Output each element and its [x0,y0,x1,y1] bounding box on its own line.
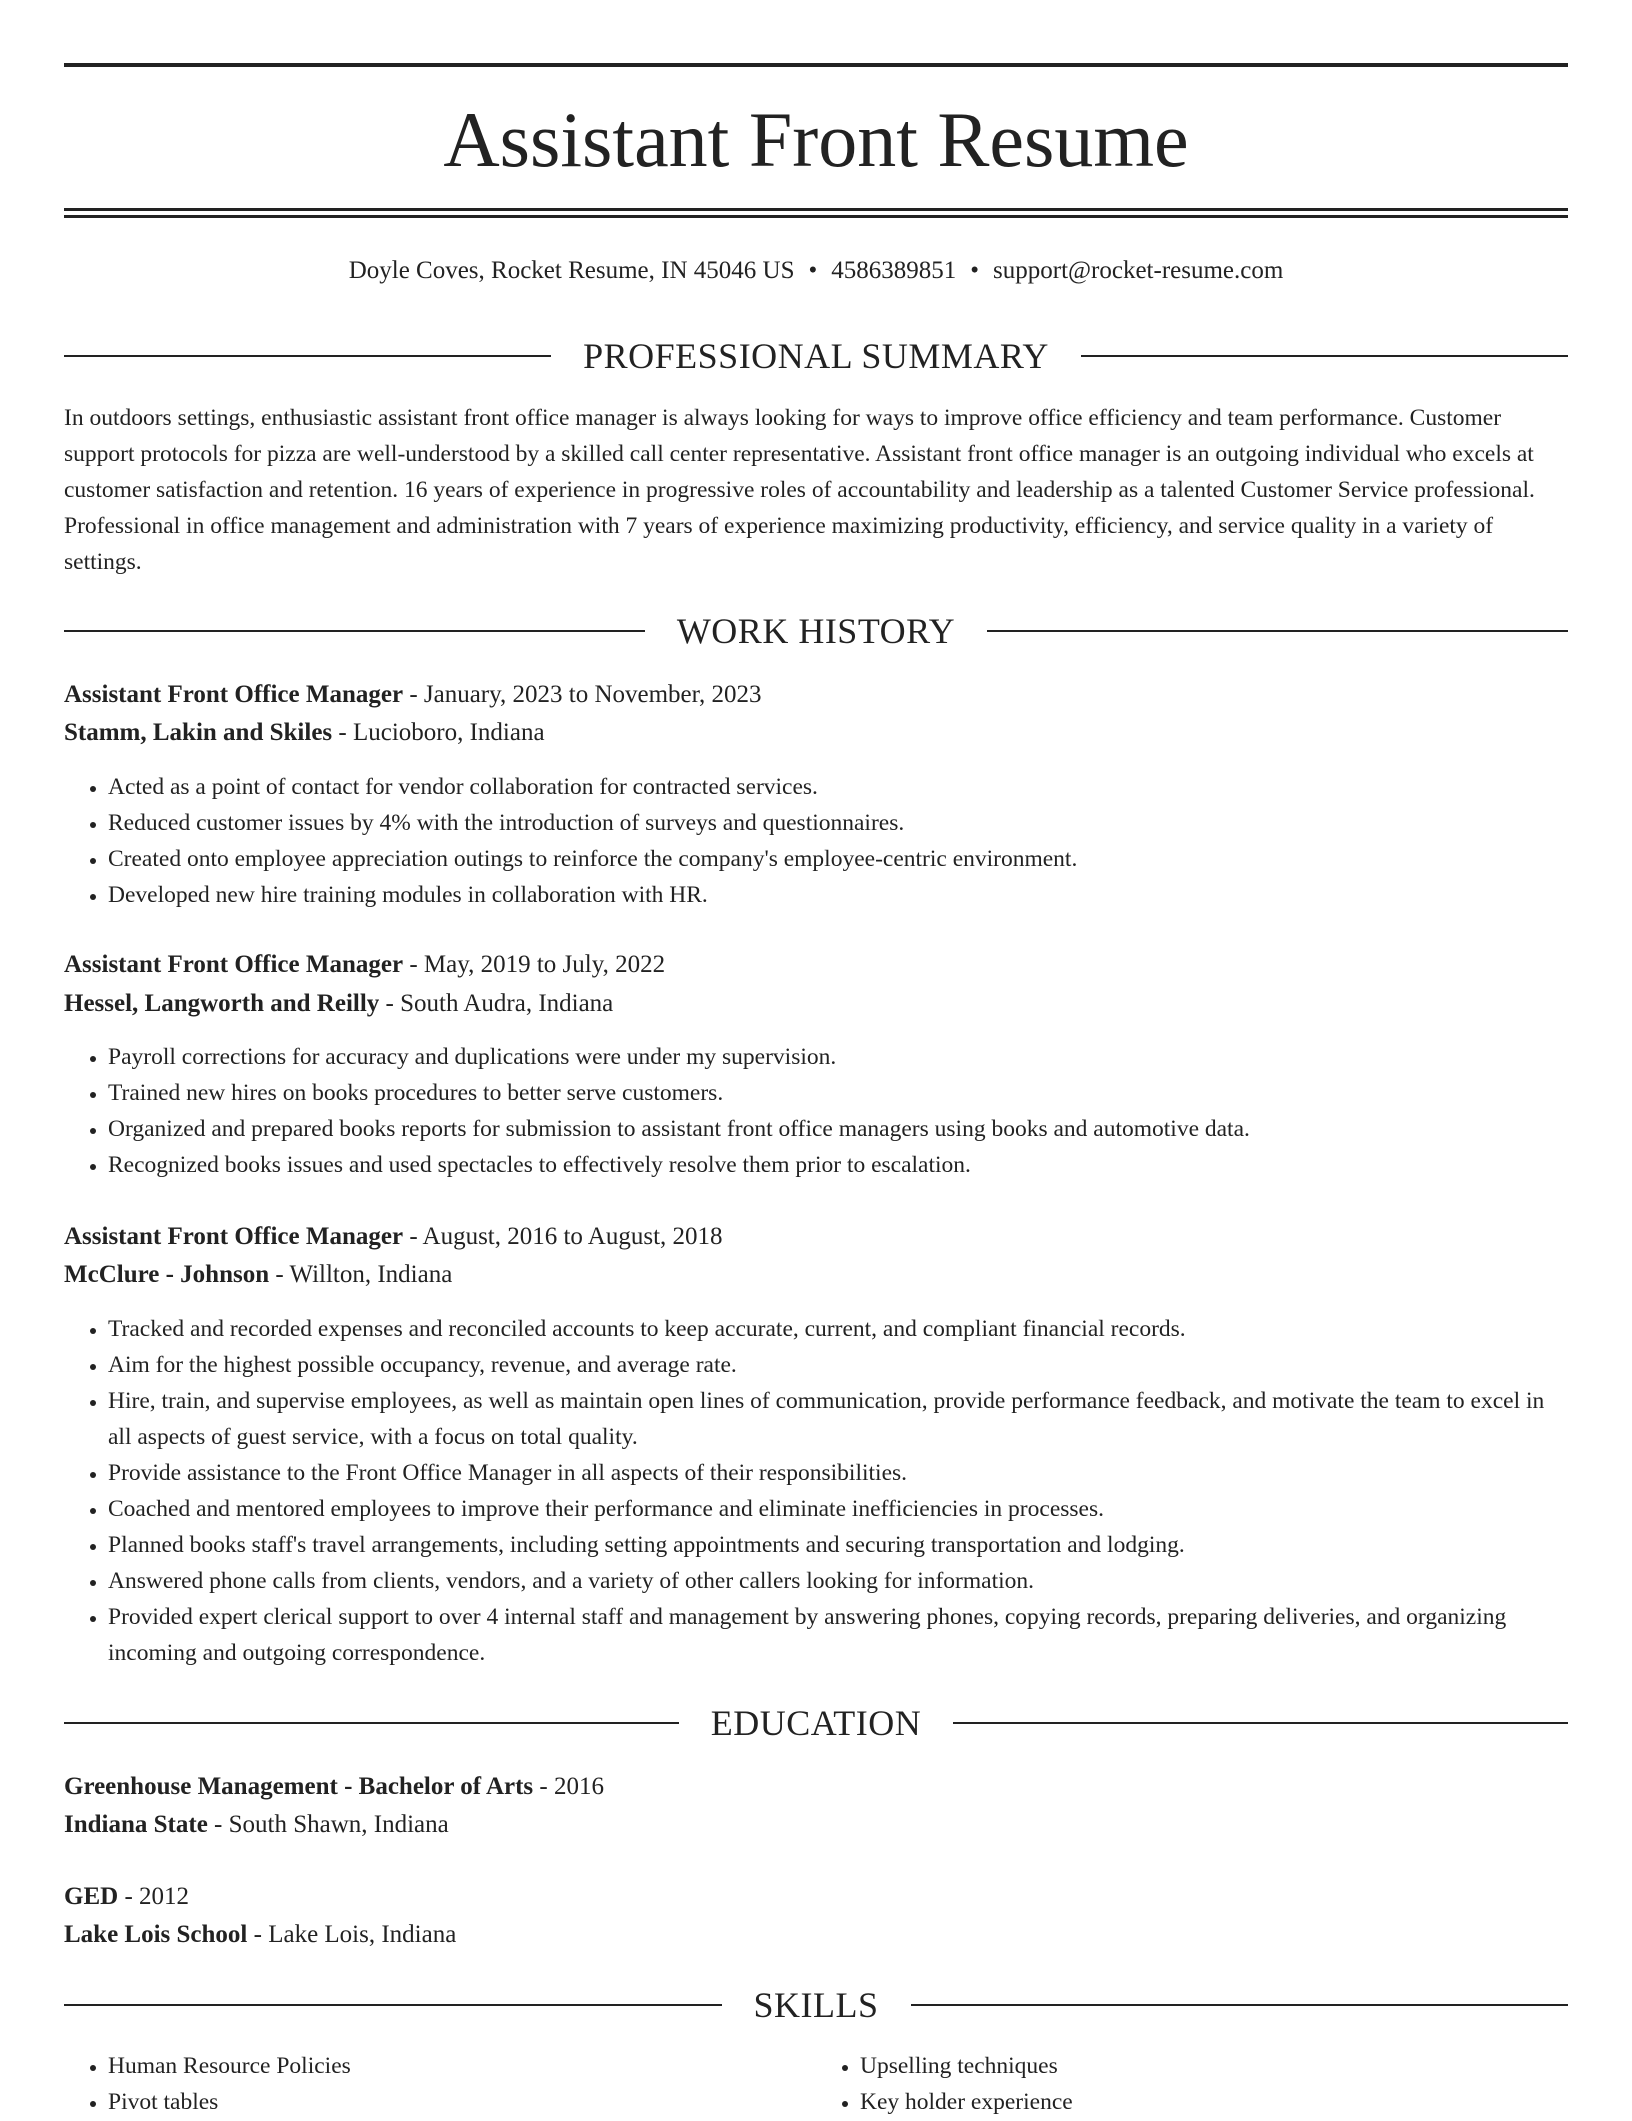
contact-separator: • [970,257,980,284]
job-company: Hessel, Langworth and Reilly [64,990,380,1017]
list-item: • Trained new hires on books procedures to better serve customers. [108,1075,1568,1111]
job-bullets [64,1311,1568,1671]
education-school-line [64,1808,1568,1842]
section-title: WORK HISTORY [676,611,956,651]
job-title-line [64,678,1568,712]
job-bullets [64,769,1568,913]
education-degree-line [64,1770,1568,1804]
heading-rule [1081,355,1568,357]
education-location: - Lake Lois, Indiana [247,1921,457,1948]
skills-left-list [64,2048,816,2120]
section-heading-skills [64,1983,1568,2027]
list-item: • Planned books staff's travel arrangements, including setting appointments and securing transportation and lodging. [108,1527,1568,1563]
list-item: • Answered phone calls from clients, vendors, and a variety of other callers looking for information. [108,1563,1568,1599]
contact-address: Doyle Coves, Rocket Resume, IN 45046 US [348,257,795,284]
job-title-line [64,948,1568,982]
list-item: • Tracked and recorded expenses and reconciled accounts to keep accurate, current, and compliant financial records. [108,1311,1568,1347]
resume-title: Assistant Front Resume [443,96,1189,183]
education-school: Indiana State [64,1811,208,1838]
heading-rule [64,2004,722,2006]
job-title: Assistant Front Office Manager [64,951,404,978]
heading-rule [64,1722,679,1724]
job-location: - South Audra, Indiana [379,990,614,1017]
job-title-line [64,1220,1568,1254]
summary-text: In outdoors settings, enthusiastic assistant front office manager is always looking for ways to improve office efficiency and team performance. Customer support protocols for pizza are well-understood by a skilled call center representative. Assistant front office manager is an outgoing individual who excels at customer satisfaction and retention. 16 years of experience in progressive roles of accountability and leadership as a talented Customer Service professional. Professional in office management and administration with 7 years of experience maximizing productivity, efficiency, and service quality in a variety of settings. [64,405,1535,575]
list-item: • Acted as a point of contact for vendor collaboration for contracted services. [108,769,1568,805]
job-dates: - May, 2019 to July, 2022 [403,951,666,978]
education-school: Lake Lois School [64,1921,248,1948]
job-company-line [64,716,1568,750]
job-dates: - January, 2023 to November, 2023 [403,681,762,708]
list-item: • Recognized books issues and used spectacles to effectively resolve them prior to escalation. [108,1147,1568,1183]
education-degree-line [64,1880,1568,1914]
list-item: • Provide assistance to the Front Office Manager in all aspects of their responsibilities. [108,1455,1568,1491]
list-item: • Aim for the highest possible occupancy, revenue, and average rate. [108,1347,1568,1383]
list-item: • Developed new hire training modules in collaboration with HR. [108,877,1568,913]
education-year: - 2012 [118,1883,190,1910]
skill-item: • Pivot tables [108,2084,816,2120]
section-heading-education [64,1701,1568,1745]
education-year: - 2016 [533,1773,604,1800]
heading-rule [64,355,551,357]
list-item: • Created onto employee appreciation outings to reinforce the company's employee-centric environment. [108,841,1568,877]
job-company: Stamm, Lakin and Skiles [64,719,333,746]
job-location: - Lucioboro, Indiana [332,719,545,746]
list-item: • Organized and prepared books reports for submission to assistant front office managers using books and automotive data. [108,1111,1568,1147]
education-location: - South Shawn, Indiana [207,1811,449,1838]
section-heading-work-history [64,609,1568,653]
list-item: • Hire, train, and supervise employees, as well as maintain open lines of communication, provide performance feedback, and motivate the team to excel in all aspects of guest service, with a focus on total quality. [108,1383,1568,1455]
heading-rule [953,1722,1568,1724]
section-title: SKILLS [753,1985,879,2025]
contact-email: support@rocket-resume.com [993,257,1284,284]
skill-item: • Human Resource Policies [108,2048,816,2084]
job-company: McClure - Johnson [64,1261,270,1288]
education-school-line [64,1918,1568,1952]
job-title: Assistant Front Office Manager [64,1223,404,1250]
heading-rule [64,630,645,632]
heading-rule [911,2004,1569,2006]
heading-rule [987,630,1568,632]
contact-line [64,255,1568,287]
section-title: EDUCATION [710,1703,922,1743]
job-location: - Willton, Indiana [269,1261,453,1288]
list-item: • Payroll corrections for accuracy and duplications were under my supervision. [108,1039,1568,1075]
title-double-rule [64,208,1568,218]
skill-item: • Key holder experience [860,2084,1568,2120]
skills-columns [64,2048,1568,2120]
section-title: PROFESSIONAL SUMMARY [583,336,1049,376]
list-item: • Coached and mentored employees to improve their performance and eliminate inefficiencies in processes. [108,1491,1568,1527]
top-rule [64,63,1568,67]
job-company-line [64,1258,1568,1292]
job-bullets [64,1039,1568,1183]
skills-right-list [816,2048,1568,2120]
list-item: • Reduced customer issues by 4% with the introduction of surveys and questionnaires. [108,805,1568,841]
education-degree: Greenhouse Management - Bachelor of Arts [64,1773,534,1800]
job-title: Assistant Front Office Manager [64,681,404,708]
contact-separator: • [808,257,818,284]
job-dates: - August, 2016 to August, 2018 [403,1223,723,1250]
job-company-line [64,987,1568,1021]
skill-item: • Upselling techniques [860,2048,1568,2084]
section-heading-summary [64,334,1568,378]
education-degree: GED [64,1883,119,1910]
list-item: • Provided expert clerical support to over 4 internal staff and management by answering phones, copying records, preparing deliveries, and organizing incoming and outgoing correspondence. [108,1599,1568,1671]
contact-phone: 4586389851 [831,257,957,284]
